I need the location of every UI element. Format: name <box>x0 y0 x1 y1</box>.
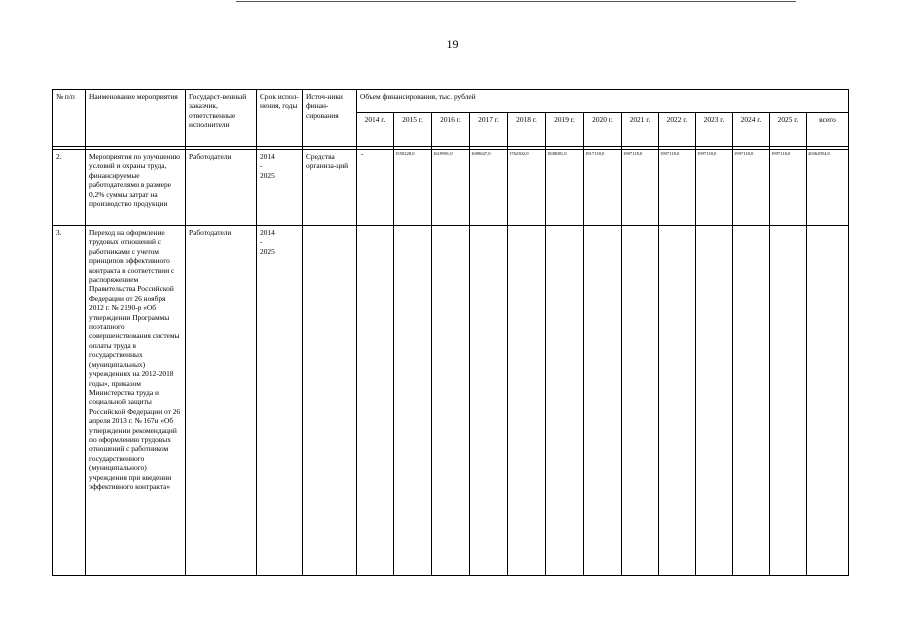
row-value: 1689647,0 <box>470 150 508 226</box>
row-name: Мероприятия по улучшению условий и охраны труда, финансируемые работодателями в размере 0,2% суммы затрат на производство продукции <box>86 150 186 226</box>
header-year: 2025 г. <box>770 113 807 147</box>
table-row <box>53 150 849 226</box>
row-value <box>584 226 622 576</box>
header-year: 2014 г. <box>357 113 394 147</box>
page-number: 19 <box>446 37 459 51</box>
row-period <box>257 150 303 226</box>
row-value <box>659 226 696 576</box>
header-year: 2018 г. <box>508 113 546 147</box>
row-value <box>696 226 733 576</box>
header-year: 2015 г. <box>394 113 432 147</box>
period-dash: - <box>260 161 263 171</box>
row-name: Переход на оформление трудовых отношений с работниками с учетом принципов эффективного контракта в соответствии с распоряжением Правительства Российской Федерации от 26 ноября 2012 г. № 2190-р «Об утверждении Программы поэтапного совершенствования системы оплаты труда в государственных (муниципальных) учреждениях на 2012-2018 годы», приказом Министерства труда и социальной защиты Российской Федерации от 26 апреля 2013 г. № 167н «Об утверждении рекомендаций по оформлению трудовых отношений с работником государственного (муниципального) учреждения при введении эффективного контракта» <box>86 226 186 576</box>
row-customer: Работодатели <box>186 226 257 576</box>
table-row <box>53 226 849 576</box>
row-value <box>546 226 584 576</box>
row-num: 2. <box>53 150 86 226</box>
period-to: 2025 <box>260 170 275 180</box>
row-value: 1550228,0 <box>394 150 432 226</box>
header-year: 2020 г. <box>584 113 622 147</box>
period-from: 2014 <box>260 152 275 161</box>
header-period: Срок испол-нения, годы <box>257 90 303 147</box>
row-total: 20362954,0 <box>807 150 849 226</box>
financing-table <box>52 89 849 576</box>
header-name: Наименование мероприятия <box>86 90 186 147</box>
header-year: 2024 г. <box>733 113 770 147</box>
header-year: 2017 г. <box>470 113 508 147</box>
header-year: 2022 г. <box>659 113 696 147</box>
row-value <box>432 226 470 576</box>
header-year: 2021 г. <box>622 113 659 147</box>
row-source: Средства организа-ций <box>303 150 357 226</box>
row-source <box>303 226 357 576</box>
row-value: 1917118,0 <box>584 150 622 226</box>
header-volume: Объем финансирования, тыс. рублей <box>357 90 849 113</box>
row-value: 1997118,0 <box>696 150 733 226</box>
row-value <box>733 226 770 576</box>
row-value <box>357 226 394 576</box>
row-value: 1997118,0 <box>770 150 807 226</box>
row-value: 1619981,0 <box>432 150 470 226</box>
row-period <box>257 226 303 576</box>
header-year: 2023 г. <box>696 113 733 147</box>
row-customer: Работодатели <box>186 150 257 226</box>
header-num: № п/п <box>53 90 86 147</box>
top-rule <box>236 1 796 2</box>
period-to: 2025 <box>260 246 275 256</box>
header-year: 2016 г. <box>432 113 470 147</box>
row-value: 1997118,0 <box>733 150 770 226</box>
row-value <box>470 226 508 576</box>
row-value <box>622 226 659 576</box>
row-value: 1997118,0 <box>659 150 696 226</box>
row-value: 1838081,0 <box>546 150 584 226</box>
header-customer: Государст-венный заказчик, ответственные исполнители <box>186 90 257 147</box>
period-from: 2014 <box>260 228 275 237</box>
header-source: Источ-ники финан-сирования <box>303 90 357 147</box>
row-value: 1997118,0 <box>622 150 659 226</box>
row-value: 1762302,0 <box>508 150 546 226</box>
row-num: 3. <box>53 226 86 576</box>
header-year: 2019 г. <box>546 113 584 147</box>
header-total: всего <box>807 113 849 147</box>
row-value <box>508 226 546 576</box>
period-dash: - <box>260 237 263 247</box>
row-value: - <box>357 150 394 226</box>
row-value <box>394 226 432 576</box>
row-value <box>770 226 807 576</box>
row-total <box>807 226 849 576</box>
